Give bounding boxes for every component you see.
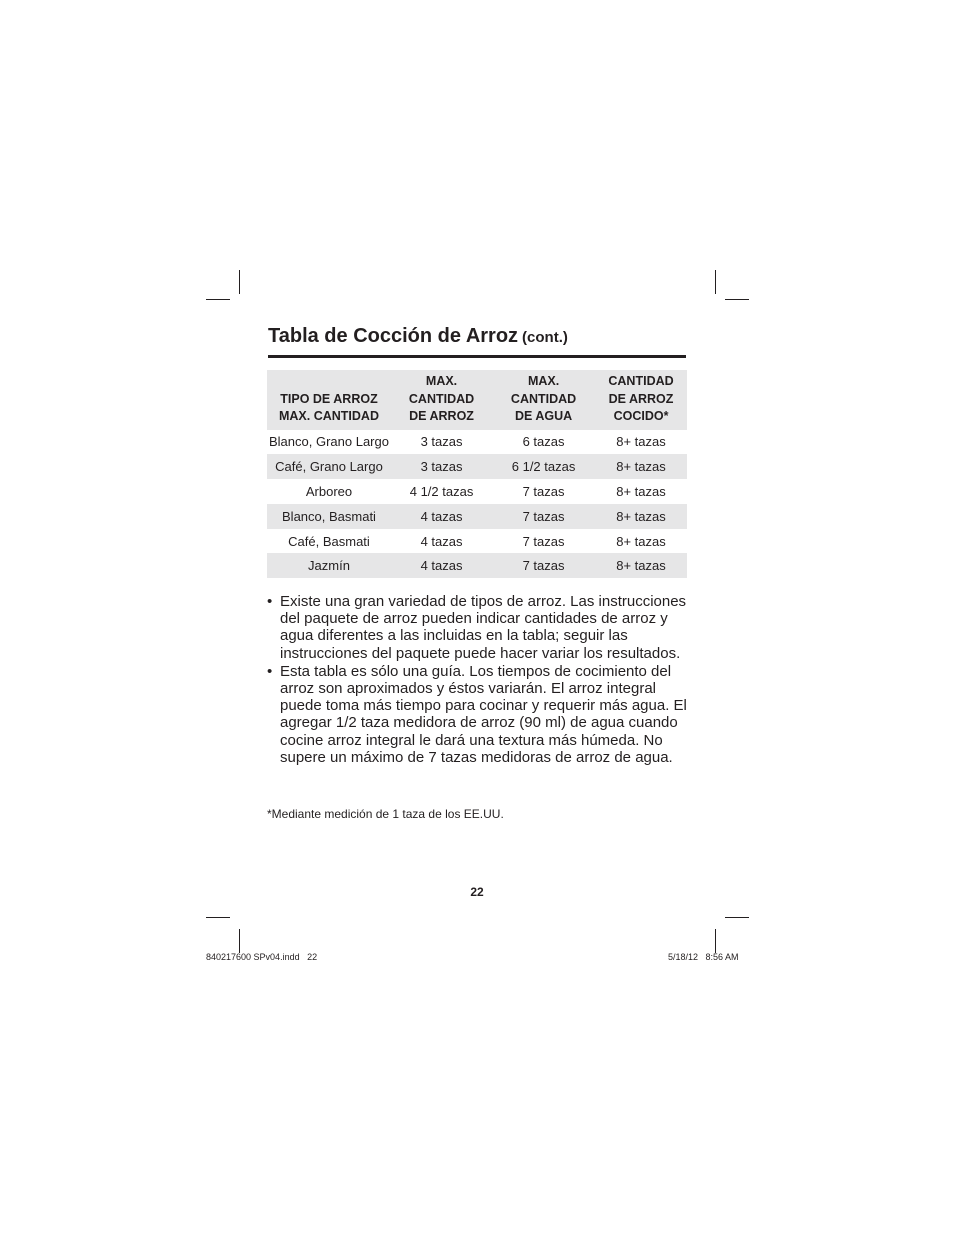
table-cell: 7 tazas bbox=[492, 553, 595, 578]
crop-mark-top-left-horizontal bbox=[206, 299, 230, 300]
list-item bbox=[267, 593, 687, 662]
table-cell: Jazmín bbox=[267, 553, 391, 578]
table-cell: 8+ tazas bbox=[616, 533, 666, 549]
table-header-cell bbox=[492, 370, 595, 430]
notes-list bbox=[267, 593, 687, 767]
page-title bbox=[268, 322, 686, 358]
table-row bbox=[267, 504, 687, 529]
page-title-suffix: (cont.) bbox=[522, 329, 568, 346]
crop-mark-top-right-horizontal bbox=[725, 299, 749, 300]
table-cell: 7 tazas bbox=[492, 504, 595, 529]
table-row bbox=[267, 529, 687, 554]
crop-mark-top-right-vertical bbox=[715, 270, 716, 294]
table-cell: Blanco, Grano Largo bbox=[269, 434, 389, 450]
header-line: CANTIDAD bbox=[408, 391, 475, 406]
table-cell: 4 tazas bbox=[391, 504, 492, 529]
table-cell: 7 tazas bbox=[522, 533, 565, 549]
table-cell: Blanco, Basmati bbox=[267, 504, 391, 529]
table-header-cell bbox=[391, 370, 492, 430]
crop-mark-bottom-right-horizontal bbox=[725, 917, 749, 918]
header-line: CANTIDAD bbox=[510, 391, 577, 406]
header-line: MAX. bbox=[527, 374, 560, 388]
crop-mark-bottom-right-vertical bbox=[715, 929, 716, 953]
table-cell: 6 1/2 tazas bbox=[492, 454, 595, 479]
table-cell: 4 tazas bbox=[391, 553, 492, 578]
table-row bbox=[267, 553, 687, 578]
table-cell: 3 tazas bbox=[420, 434, 463, 450]
table-cell: Café, Grano Largo bbox=[267, 454, 391, 479]
list-item bbox=[267, 663, 687, 766]
crop-mark-bottom-left-vertical bbox=[239, 929, 240, 953]
rice-cooking-table bbox=[267, 370, 687, 578]
header-line: DE ARROZ bbox=[608, 391, 674, 406]
table-row bbox=[267, 430, 687, 455]
page-number: 22 bbox=[470, 885, 484, 899]
page-title-text: Tabla de Cocción de Arroz bbox=[268, 325, 519, 347]
table-cell: 4 1/2 tazas bbox=[409, 483, 474, 499]
crop-mark-top-left-vertical bbox=[239, 270, 240, 294]
table-header-cell bbox=[595, 370, 687, 430]
slug-file-info: 840217600 SPv04.indd 22 bbox=[206, 952, 318, 962]
header-line: DE ARROZ bbox=[409, 409, 474, 423]
table-header-row bbox=[267, 370, 687, 430]
table-cell: 3 tazas bbox=[391, 454, 492, 479]
table-cell: Arboreo bbox=[305, 483, 353, 499]
header-line: MAX. bbox=[425, 374, 458, 388]
table-cell: 7 tazas bbox=[522, 483, 565, 499]
table-cell: 8+ tazas bbox=[616, 483, 666, 499]
list-item-text: Esta tabla es sólo una guía. Los tiempos de cocimiento del arroz son aproximados y éstos variarán. El arroz integral puede toma más tiempo para cocinar y requerir más agua. El agregar 1/2 taza medidora de arroz (90 ml) de agua cuando cocine arroz integral le dará una textura más húmeda. No supere un máximo de 7 tazas medidoras de arroz de agua. bbox=[280, 662, 687, 766]
bullet-glyph: • bbox=[267, 593, 273, 610]
table-cell: 8+ tazas bbox=[595, 553, 687, 578]
footnote: *Mediante medición de 1 taza de los EE.UU. bbox=[267, 807, 504, 821]
slug-date-info: 5/18/12 8:56 AM bbox=[668, 952, 739, 962]
table-cell: 6 tazas bbox=[522, 434, 565, 450]
list-item-text: Existe una gran variedad de tipos de arroz. Las instrucciones del paquete de arroz pueden indicar cantidades de arroz y agua diferentes a las incluidas en la tabla; seguir las instrucciones del paquete puede hacer variar los resultados. bbox=[280, 593, 687, 662]
table-row bbox=[267, 454, 687, 479]
header-line: TIPO DE ARROZ bbox=[280, 391, 378, 406]
table-cell: 4 tazas bbox=[420, 533, 463, 549]
table-header-cell bbox=[267, 370, 391, 430]
bullet-glyph: • bbox=[267, 662, 273, 680]
table-cell: 8+ tazas bbox=[595, 504, 687, 529]
header-line: CANTIDAD bbox=[608, 374, 674, 388]
table-cell: Café, Basmati bbox=[288, 533, 370, 549]
table-row bbox=[267, 479, 687, 504]
table-cell: 8+ tazas bbox=[595, 454, 687, 479]
header-line: DE AGUA bbox=[514, 409, 573, 423]
header-line: COCIDO* bbox=[613, 409, 669, 423]
table-cell: 8+ tazas bbox=[616, 434, 666, 450]
header-line: MAX. CANTIDAD bbox=[278, 409, 379, 423]
crop-mark-bottom-left-horizontal bbox=[206, 917, 230, 918]
